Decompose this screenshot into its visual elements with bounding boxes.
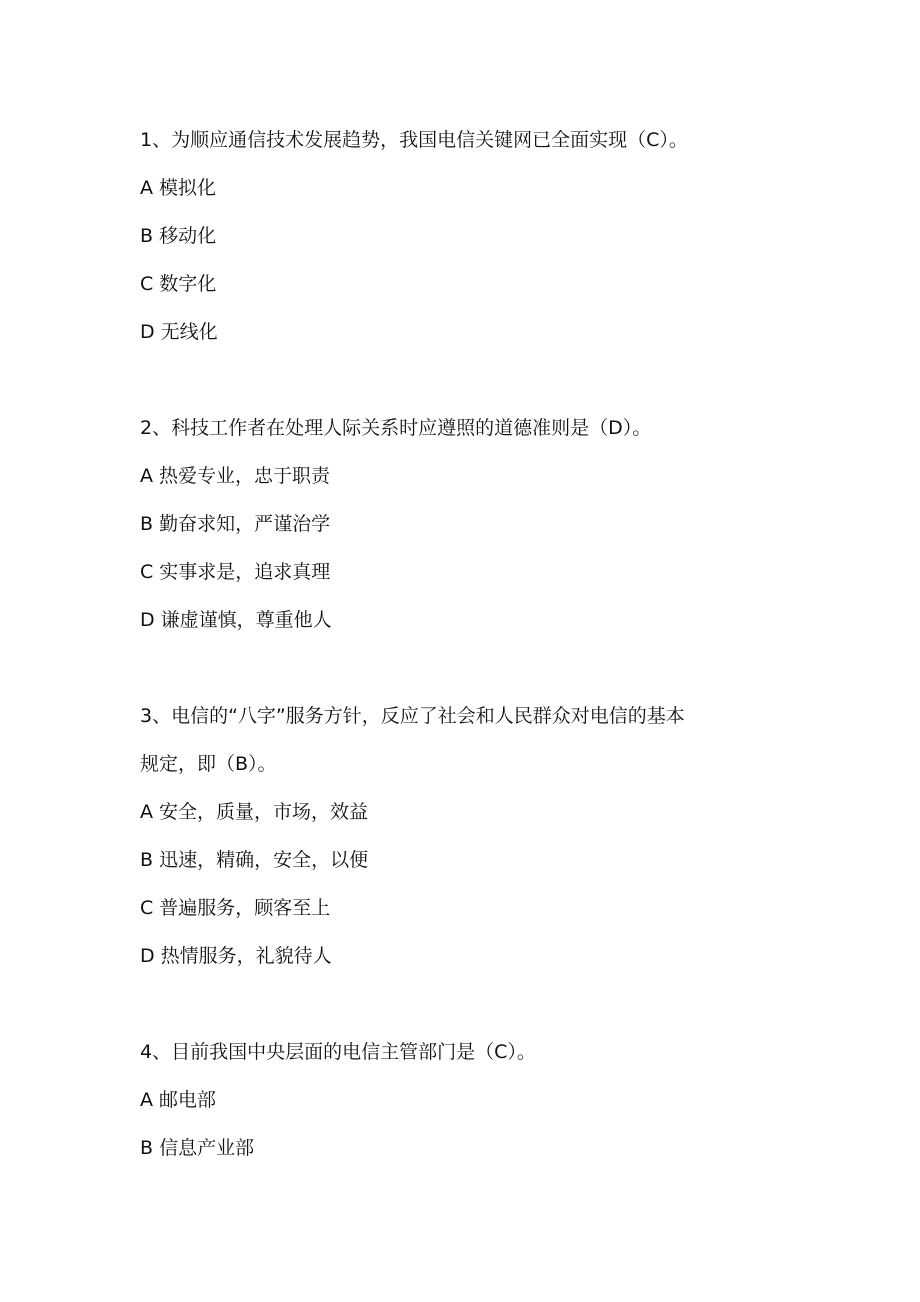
option-a: A 热爱专业，忠于职责: [140, 465, 331, 487]
question-stem-continued: 规定，即（B）。: [140, 753, 277, 775]
spacer: [140, 980, 820, 1028]
question-stem: 1、为顺应通信技术发展趋势，我国电信关键网已全面实现（C）。: [140, 129, 688, 151]
option-d: D 热情服务，礼貌待人: [140, 945, 332, 967]
question-4: [140, 1028, 820, 1172]
option-b: B 移动化: [140, 225, 217, 247]
option-c: C 实事求是，追求真理: [140, 561, 331, 583]
question-3: [140, 692, 820, 980]
question-stem: 4、目前我国中央层面的电信主管部门是（C）。: [140, 1041, 536, 1063]
option-a: A 模拟化: [140, 177, 217, 199]
option-d: D 谦虚谨慎，尊重他人: [140, 609, 332, 631]
question-stem: 3、电信的“八字”服务方针，反应了社会和人民群众对电信的基本: [140, 705, 685, 727]
document-page: [140, 116, 820, 1172]
question-stem: 2、科技工作者在处理人际关系时应遵照的道德准则是（D）。: [140, 417, 652, 439]
option-a: A 邮电部: [140, 1089, 217, 1111]
option-c: C 普遍服务，顾客至上: [140, 897, 331, 919]
spacer: [140, 356, 820, 404]
option-c: C 数字化: [140, 273, 217, 295]
option-b: B 信息产业部: [140, 1137, 255, 1159]
option-b: B 迅速，精确，安全，以便: [140, 849, 369, 871]
option-a: A 安全，质量，市场，效益: [140, 801, 369, 823]
question-1: [140, 116, 820, 356]
spacer: [140, 644, 820, 692]
question-2: [140, 404, 820, 644]
option-b: B 勤奋求知，严谨治学: [140, 513, 331, 535]
option-d: D 无线化: [140, 321, 218, 343]
